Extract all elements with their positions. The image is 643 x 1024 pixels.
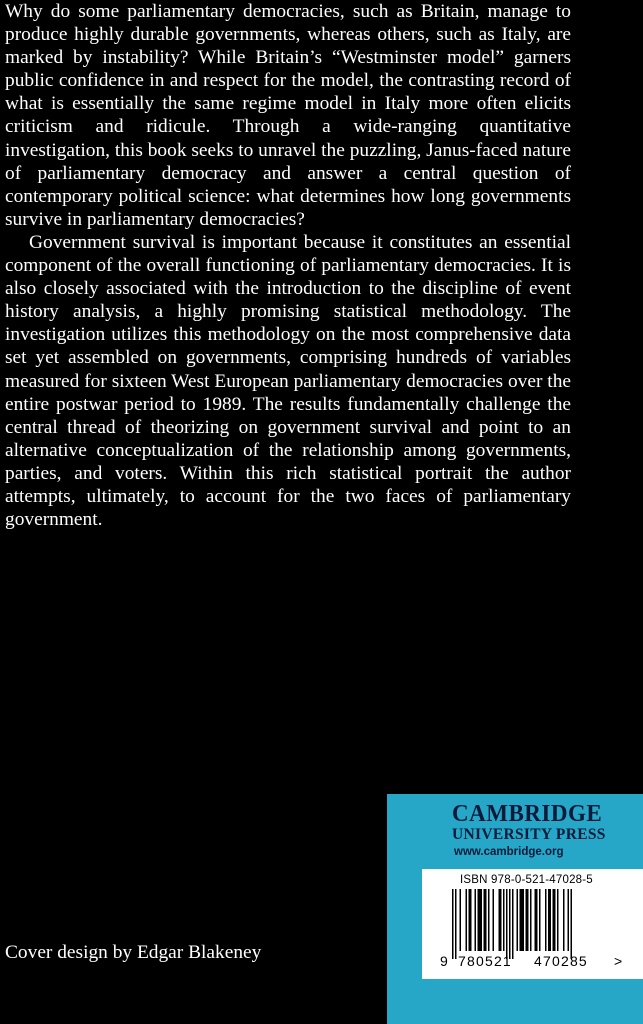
- barcode-digits: [422, 953, 643, 973]
- barcode-bar: [517, 889, 519, 951]
- barcode-digit-prefix: 9: [440, 953, 448, 969]
- publisher-panel: [387, 794, 643, 1024]
- barcode-bar: [478, 889, 483, 951]
- barcode-bar: [512, 889, 514, 959]
- barcode-bar: [488, 889, 490, 951]
- barcode-bar: [553, 889, 556, 951]
- barcode-bar: [568, 889, 570, 951]
- barcode-bar: [526, 889, 529, 951]
- blurb-paragraph-1: Why do some parliamentary democracies, such as Britain, manage to produce highly durable governments, whereas others, such as Italy, are marked by instability? While Britain’s “Westminster model” garners public confidence in and respect for the model, the contrasting record of what is essentially the same regime model in Italy more often elicits criticism and ridicule. Through a wide-ranging quantitative investigation, this book seeks to unravel the puzzling, Janus-faced nature of parliamentary democracy and answer a central question of contemporary political science: what determines how long governments survive in parliamentary democracies?: [5, 1, 571, 230]
- barcode-icon: [452, 889, 622, 959]
- barcode-bar: [499, 889, 502, 951]
- back-cover-blurb: [5, 0, 571, 531]
- barcode-bar: [469, 889, 472, 951]
- barcode-bar: [484, 889, 487, 951]
- barcode-bar: [466, 889, 468, 951]
- barcode-bar: [563, 889, 565, 951]
- barcode-bar: [520, 889, 525, 951]
- barcode-bar: [530, 889, 532, 951]
- barcode-bar: [493, 889, 495, 951]
- blurb-paragraph-2: Government survival is important because it constitutes an essential component of the overall functioning of parliamentary democracies. It is also closely associated with the introduction to the discipline of event history analysis, a highly promising statistical methodology. The investigation utilizes this methodology on the most comprehensive data set yet assembled on governments, comprising hundreds of variables measured for sixteen West European parliamentary democracies over the entire postwar period to 1989. The results fundamentally challenge the central thread of theorizing on government survival and point to an alternative conceptualization of the relationship among governments, parties, and voters. Within this rich statistical portrait the author attempts, ultimately, to account for the two faces of parliamentary government.: [5, 231, 571, 531]
- publisher-url: www.cambridge.org: [454, 846, 564, 858]
- isbn-label: ISBN 978-0-521-47028-5: [460, 874, 593, 886]
- barcode-bar: [509, 889, 511, 959]
- barcode-digits-right: 470285: [534, 953, 588, 969]
- barcode-arrow: >: [614, 953, 623, 969]
- barcode-bar: [455, 889, 457, 959]
- barcode-bar: [535, 889, 538, 951]
- barcode-panel: [422, 869, 643, 979]
- publisher-logo-subname: UNIVERSITY PRESS: [452, 826, 606, 843]
- barcode-bar: [548, 889, 551, 951]
- barcode-bar: [475, 889, 477, 951]
- barcode-bar: [452, 889, 454, 959]
- barcode-bar: [571, 889, 573, 959]
- barcode-digits-left: 780521: [458, 953, 512, 969]
- barcode-bar: [545, 889, 547, 951]
- barcode-bar: [503, 889, 505, 951]
- barcode-bar: [539, 889, 541, 951]
- publisher-logo-name: CAMBRIDGE: [452, 801, 603, 827]
- barcode-bar: [506, 889, 508, 959]
- cover-design-credit: Cover design by Edgar Blakeney: [5, 942, 262, 963]
- barcode-bar: [460, 889, 462, 951]
- barcode-bar: [557, 889, 559, 951]
